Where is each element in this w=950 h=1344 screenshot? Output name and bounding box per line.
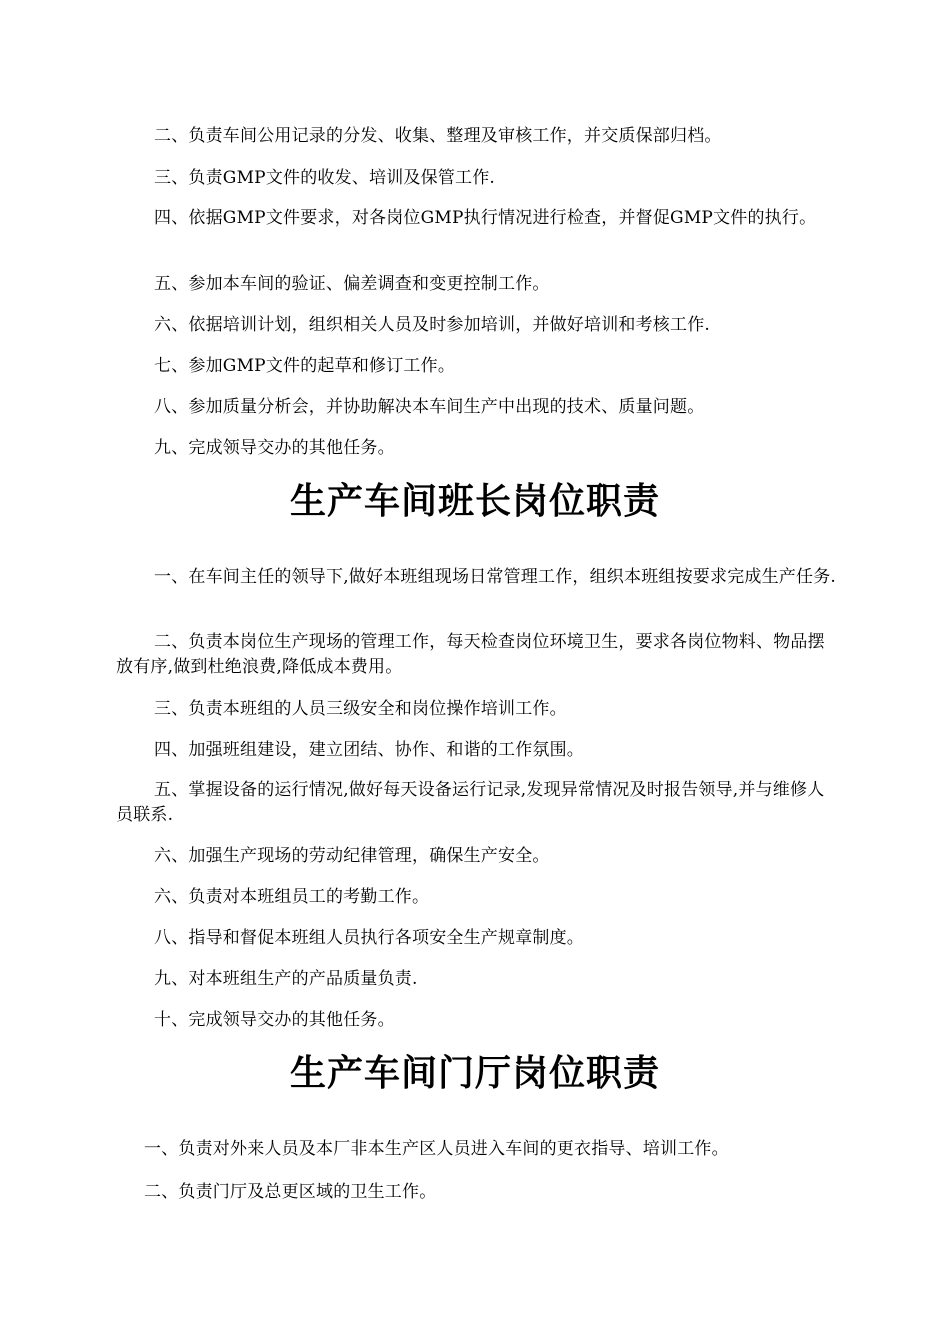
duty-item: 七、参加GMP文件的起草和修订工作。: [154, 356, 456, 376]
duty-item: 十、完成领导交办的其他任务。: [154, 1010, 395, 1030]
duty-item: 五、参加本车间的验证、偏差调查和变更控制工作。: [154, 274, 550, 294]
duty-item: 八、参加质量分析会，并协助解决本车间生产中出现的技术、质量问题。: [154, 397, 705, 417]
duty-item: 三、负责本班组的人员三级安全和岗位操作培训工作。: [154, 699, 567, 719]
duty-item: 六、加强生产现场的劳动纪律管理，确保生产安全。: [154, 846, 550, 866]
duty-item: 六、负责对本班组员工的考勤工作。: [154, 887, 430, 907]
duty-item: 一、负责对外来人员及本厂非本生产区人员进入车间的更衣指导、培训工作。: [144, 1139, 729, 1159]
duty-item: 二、负责车间公用记录的分发、收集、整理及审核工作，并交质保部归档。: [154, 126, 722, 146]
duty-item: 九、完成领导交办的其他任务。: [154, 438, 395, 458]
duty-item: 四、依据GMP文件要求，对各岗位GMP执行情况进行检查，并督促GMP文件的执行。: [154, 208, 817, 228]
section-title-lobby: 生产车间门厅岗位职责: [289, 1053, 660, 1094]
section-title-team-leader: 生产车间班长岗位职责: [289, 481, 660, 522]
duty-item: 五、掌握设备的运行情况,做好每天设备运行记录,发现异常情况及时报告领导,并与维修人员联系.: [116, 780, 825, 825]
duty-item: 三、负责GMP文件的收发、培训及保管工作.: [154, 168, 496, 188]
duty-item: 四、加强班组建设，建立团结、协作、和谐的工作氛围。: [154, 740, 584, 760]
duty-item: 六、依据培训计划，组织相关人员及时参加培训，并做好培训和考核工作.: [154, 315, 711, 335]
duty-item: 一、在车间主任的领导下,做好本班组现场日常管理工作，组织本班组按要求完成生产任务.: [154, 567, 837, 587]
duty-item: 八、指导和督促本班组人员执行各项安全生产规章制度。: [154, 928, 584, 948]
duty-item: 九、对本班组生产的产品质量负责.: [154, 969, 418, 989]
duty-item: 二、负责本岗位生产现场的管理工作，每天检查岗位环境卫生，要求各岗位物料、物品摆放有序,做到杜绝浪费,降低成本费用。: [116, 632, 825, 677]
duty-item: 二、负责门厅及总更区域的卫生工作。: [144, 1182, 437, 1202]
